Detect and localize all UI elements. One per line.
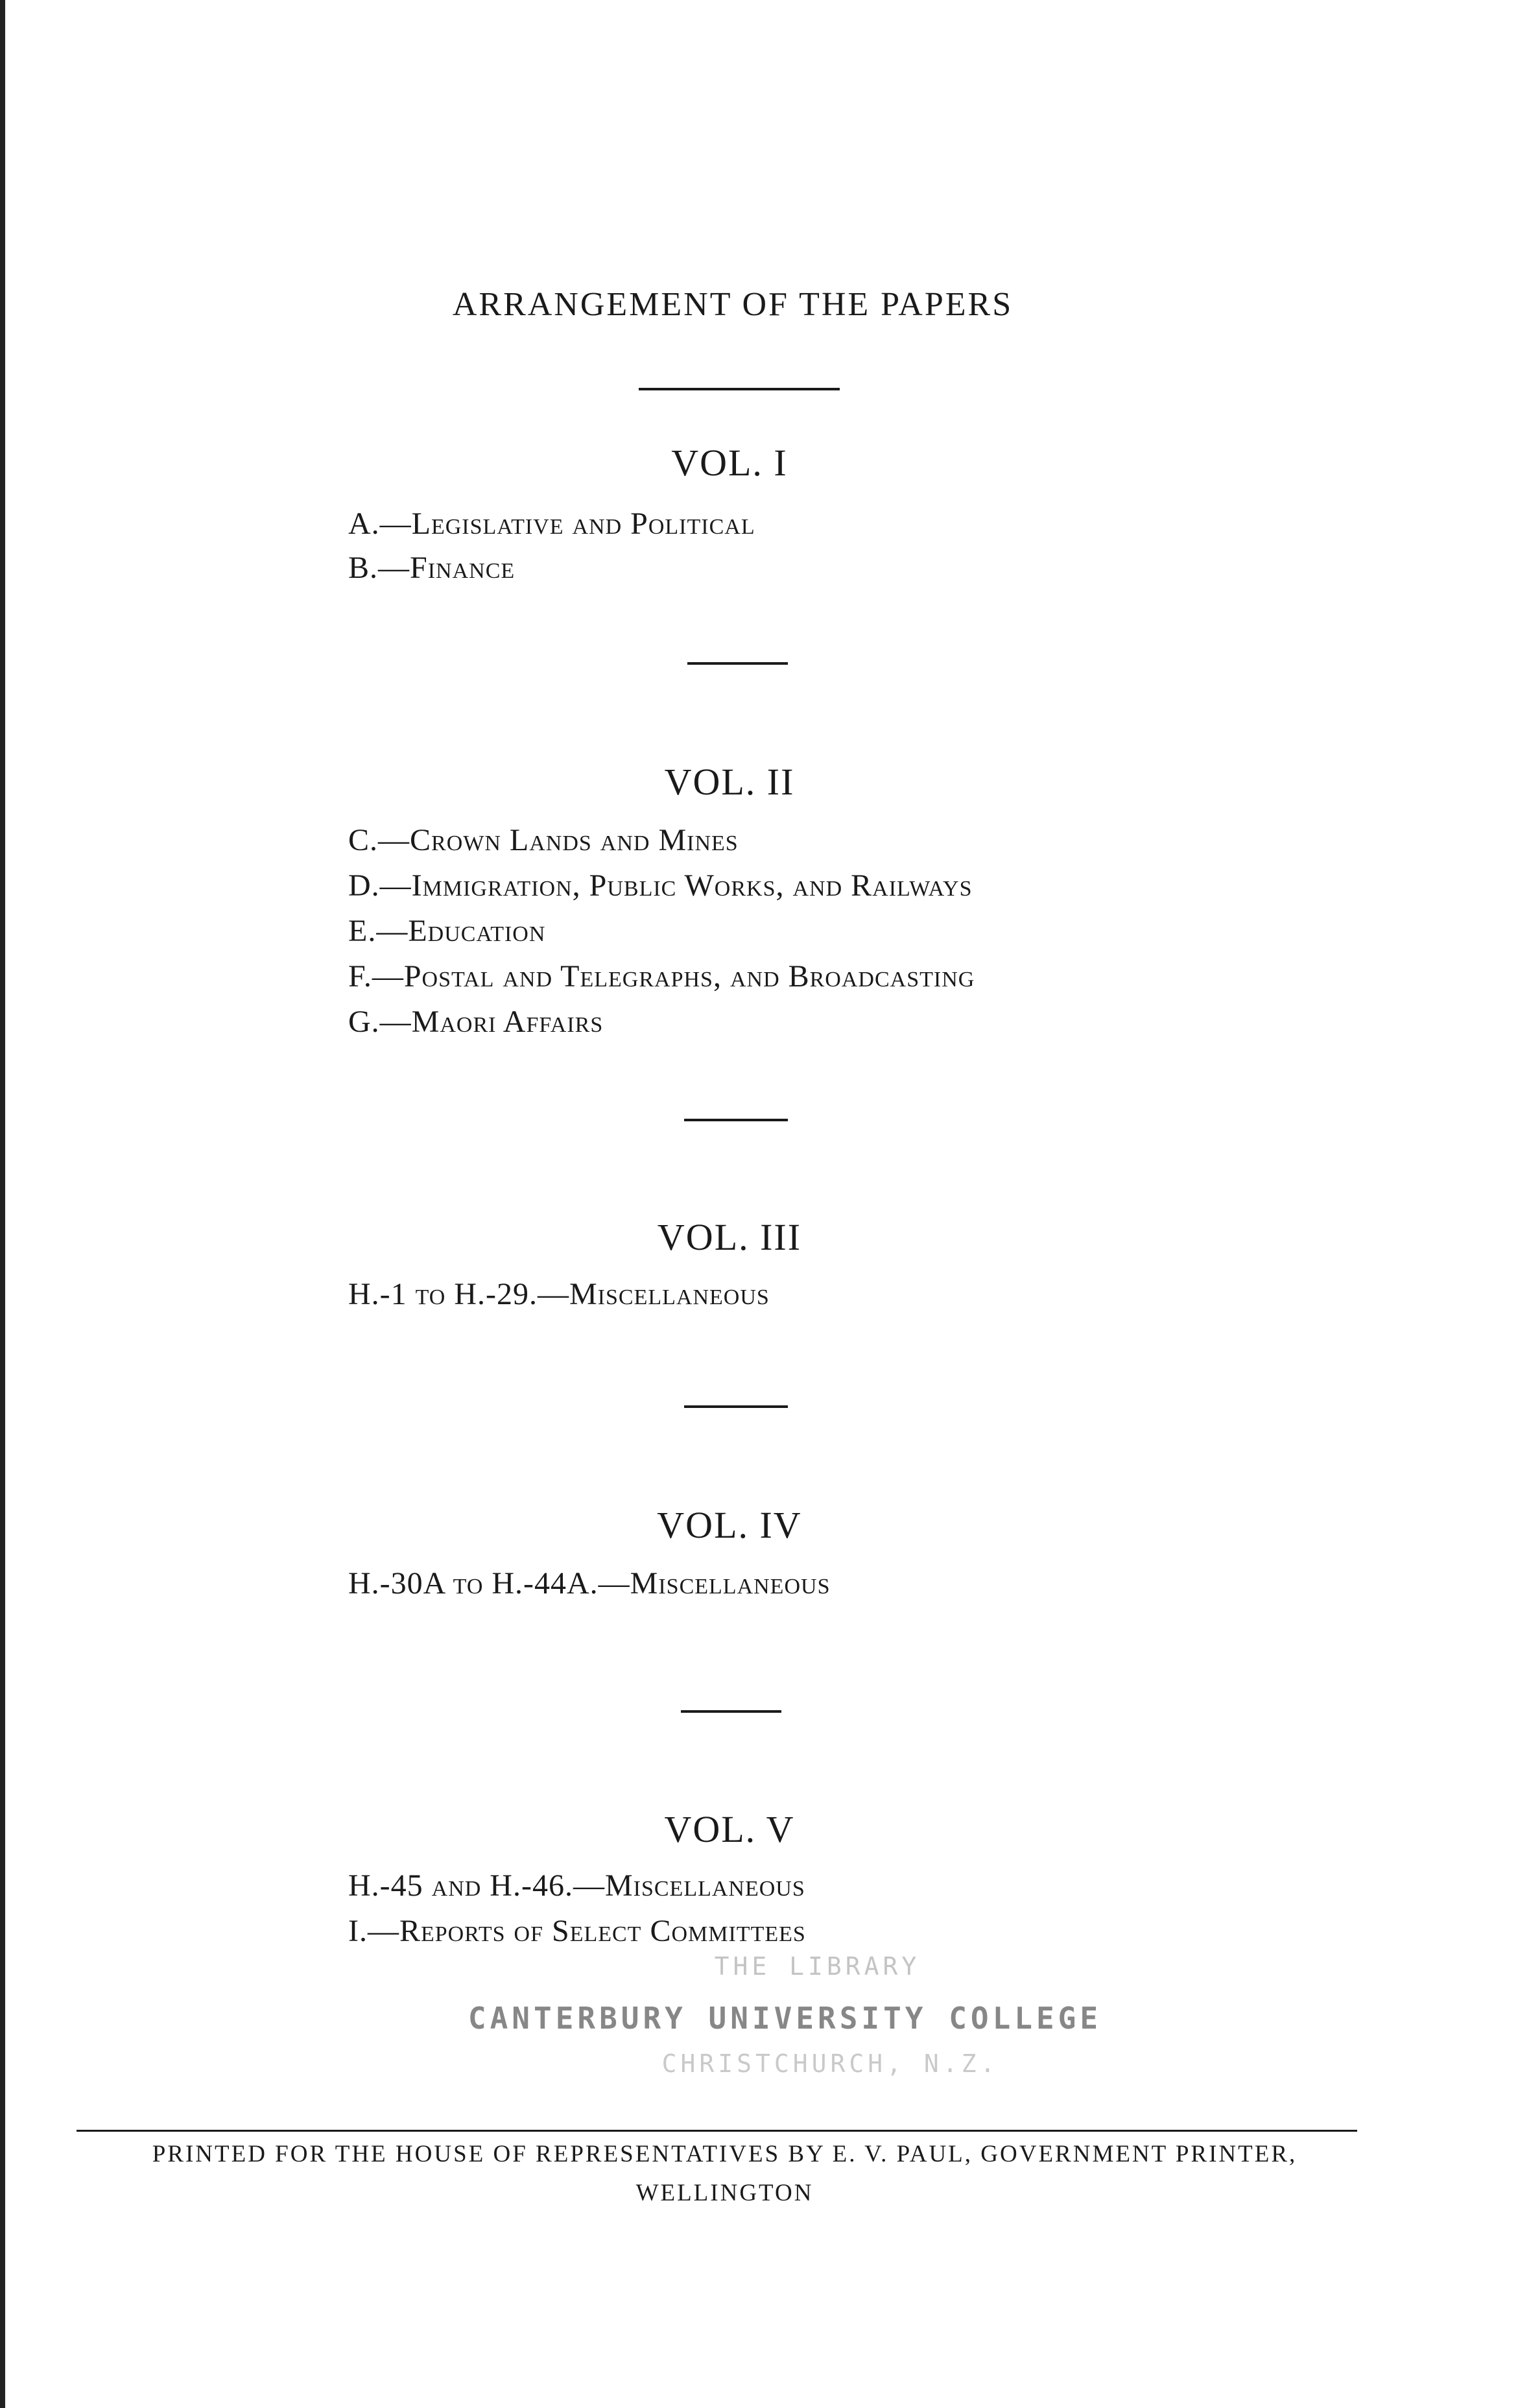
vol-2-entry-f: F.—Postal and Telegraphs, and Broadcasting bbox=[348, 959, 975, 994]
section-divider bbox=[687, 662, 788, 665]
vol-5-entry-i: I.—Reports of Select Committees bbox=[348, 1914, 806, 1948]
vol-2-heading: VOL. II bbox=[664, 761, 795, 803]
vol-1-entry-b: B.—Finance bbox=[348, 551, 516, 585]
printer-location: WELLINGTON bbox=[635, 2180, 814, 2206]
title-divider bbox=[639, 388, 840, 390]
vol-2-entry-d: D.—Immigration, Public Works, and Railways bbox=[348, 868, 973, 903]
library-stamp-line-2: CANTERBURY UNIVERSITY COLLEGE bbox=[468, 2001, 1102, 2036]
printer-imprint: PRINTED FOR THE HOUSE OF REPRESENTATIVES BY E. V. PAUL, GOVERNMENT PRINTER, bbox=[152, 2141, 1298, 2167]
library-stamp-line-1: THE LIBRARY bbox=[714, 1952, 921, 1981]
page-title: ARRANGEMENT OF THE PAPERS bbox=[452, 286, 1014, 323]
vol-3-entry-h: H.-1 to H.-29.—Miscellaneous bbox=[348, 1277, 770, 1311]
vol-1-heading: VOL. I bbox=[671, 442, 788, 484]
section-divider bbox=[684, 1119, 788, 1121]
vol-5-heading: VOL. V bbox=[664, 1808, 795, 1850]
library-stamp-line-3: CHRISTCHURCH, N.Z. bbox=[661, 2049, 999, 2078]
vol-2-entry-e: E.—Education bbox=[348, 914, 546, 948]
vol-1-entry-a: A.—Legislative and Political bbox=[348, 507, 755, 541]
vol-3-heading: VOL. III bbox=[657, 1216, 802, 1258]
vol-4-entry-h: H.-30A to H.-44A.—Miscellaneous bbox=[348, 1566, 831, 1601]
page-edge bbox=[0, 0, 5, 2408]
vol-2-entry-g: G.—Maori Affairs bbox=[348, 1005, 604, 1039]
footer-divider bbox=[77, 2130, 1357, 2132]
vol-4-heading: VOL. IV bbox=[657, 1504, 802, 1546]
vol-5-entry-h: H.-45 and H.-46.—Miscellaneous bbox=[348, 1868, 805, 1903]
section-divider bbox=[684, 1405, 788, 1408]
section-divider bbox=[681, 1710, 781, 1713]
vol-2-entry-c: C.—Crown Lands and Mines bbox=[348, 823, 739, 857]
